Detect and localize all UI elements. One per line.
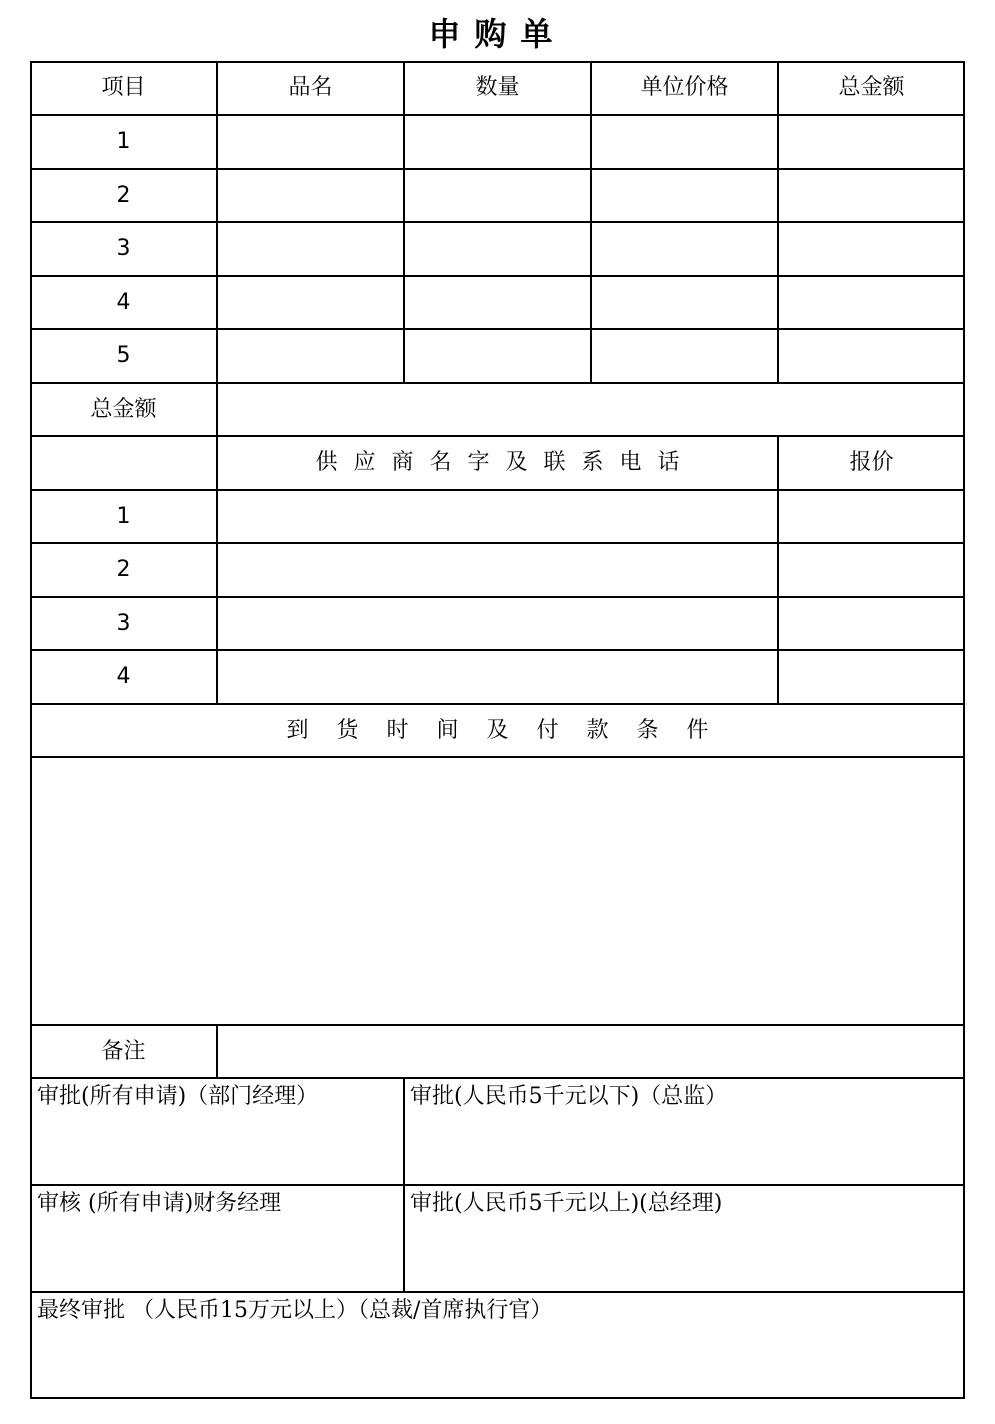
- supplier-name-field[interactable]: [218, 491, 777, 542]
- delivery-payment-field[interactable]: [32, 758, 963, 1024]
- item-cell[interactable]: [779, 330, 963, 382]
- item-cell[interactable]: [592, 170, 777, 221]
- approval-director-label: 审批(人民币5千元以下)（总监）: [410, 1084, 728, 1109]
- total-amount-field[interactable]: [218, 384, 963, 435]
- supplier-name-field[interactable]: [218, 544, 777, 596]
- total-amount-label: 总金额: [90, 396, 157, 422]
- item-row-number: 2: [116, 182, 131, 208]
- supplier-quote-field[interactable]: [779, 598, 963, 649]
- approval-general-manager-field[interactable]: [405, 1220, 963, 1291]
- item-cell[interactable]: [218, 277, 403, 328]
- row-divider: [30, 1184, 965, 1186]
- item-cell[interactable]: [405, 170, 590, 221]
- item-row-number: 5: [116, 343, 131, 368]
- supplier-row-number: 1: [116, 503, 131, 529]
- item-cell[interactable]: [779, 223, 963, 275]
- item-cell[interactable]: [592, 116, 777, 168]
- approval-dept-manager-field[interactable]: [32, 1113, 403, 1184]
- supplier-name-field[interactable]: [218, 598, 777, 649]
- item-cell[interactable]: [218, 330, 403, 382]
- approval-final-field[interactable]: [32, 1327, 963, 1397]
- supplier-quote-field[interactable]: [779, 544, 963, 596]
- item-cell[interactable]: [218, 170, 403, 221]
- item-row-number: 4: [116, 289, 131, 315]
- supplier-row-number: 2: [116, 557, 131, 582]
- approval-dept-manager-label: 审批(所有申请)（部门经理）: [37, 1084, 319, 1109]
- approval-finance-manager-label: 审核 (所有申请)财务经理: [37, 1191, 282, 1216]
- item-cell[interactable]: [592, 277, 777, 328]
- header-product-name: 品名: [288, 75, 333, 100]
- supplier-row-number: 3: [116, 610, 131, 636]
- approval-director-field[interactable]: [405, 1113, 963, 1184]
- item-cell[interactable]: [218, 116, 403, 168]
- item-row-number: 1: [116, 129, 131, 154]
- form-border-bottom: [30, 1397, 965, 1399]
- item-cell[interactable]: [218, 223, 403, 275]
- approval-general-manager-label: 审批(人民币5千元以上)(总经理): [410, 1191, 723, 1216]
- item-cell[interactable]: [405, 223, 590, 275]
- header-unit-price: 单位价格: [640, 75, 729, 100]
- supplier-quote-field[interactable]: [779, 651, 963, 703]
- header-total-amount: 总金额: [838, 75, 905, 100]
- supplier-name-field[interactable]: [218, 651, 777, 703]
- item-cell[interactable]: [779, 170, 963, 221]
- supplier-quote-field[interactable]: [779, 491, 963, 542]
- item-cell[interactable]: [592, 223, 777, 275]
- quote-header: 报价: [849, 450, 894, 475]
- approval-final-label: 最终审批 （人民币15万元以上）（总裁/首席执行官）: [37, 1298, 553, 1323]
- remarks-label: 备注: [101, 1038, 146, 1064]
- page-title: 申购单: [428, 15, 567, 53]
- item-cell[interactable]: [592, 330, 777, 382]
- header-quantity: 数量: [475, 75, 520, 100]
- supplier-name-header: 供应商名字及联系电话: [315, 450, 696, 475]
- row-divider: [30, 1291, 965, 1293]
- item-cell[interactable]: [779, 277, 963, 328]
- remarks-field[interactable]: [218, 1026, 963, 1077]
- purchase-request-form: [30, 61, 965, 1399]
- approval-finance-manager-field[interactable]: [32, 1220, 403, 1291]
- item-row-number: 3: [116, 236, 131, 261]
- item-cell[interactable]: [405, 330, 590, 382]
- delivery-payment-header: 到货时间及付款条件: [286, 717, 737, 743]
- header-item-no: 项目: [101, 75, 146, 100]
- item-cell[interactable]: [405, 116, 590, 168]
- item-cell[interactable]: [779, 116, 963, 168]
- item-cell[interactable]: [405, 277, 590, 328]
- supplier-row-number: 4: [116, 664, 131, 689]
